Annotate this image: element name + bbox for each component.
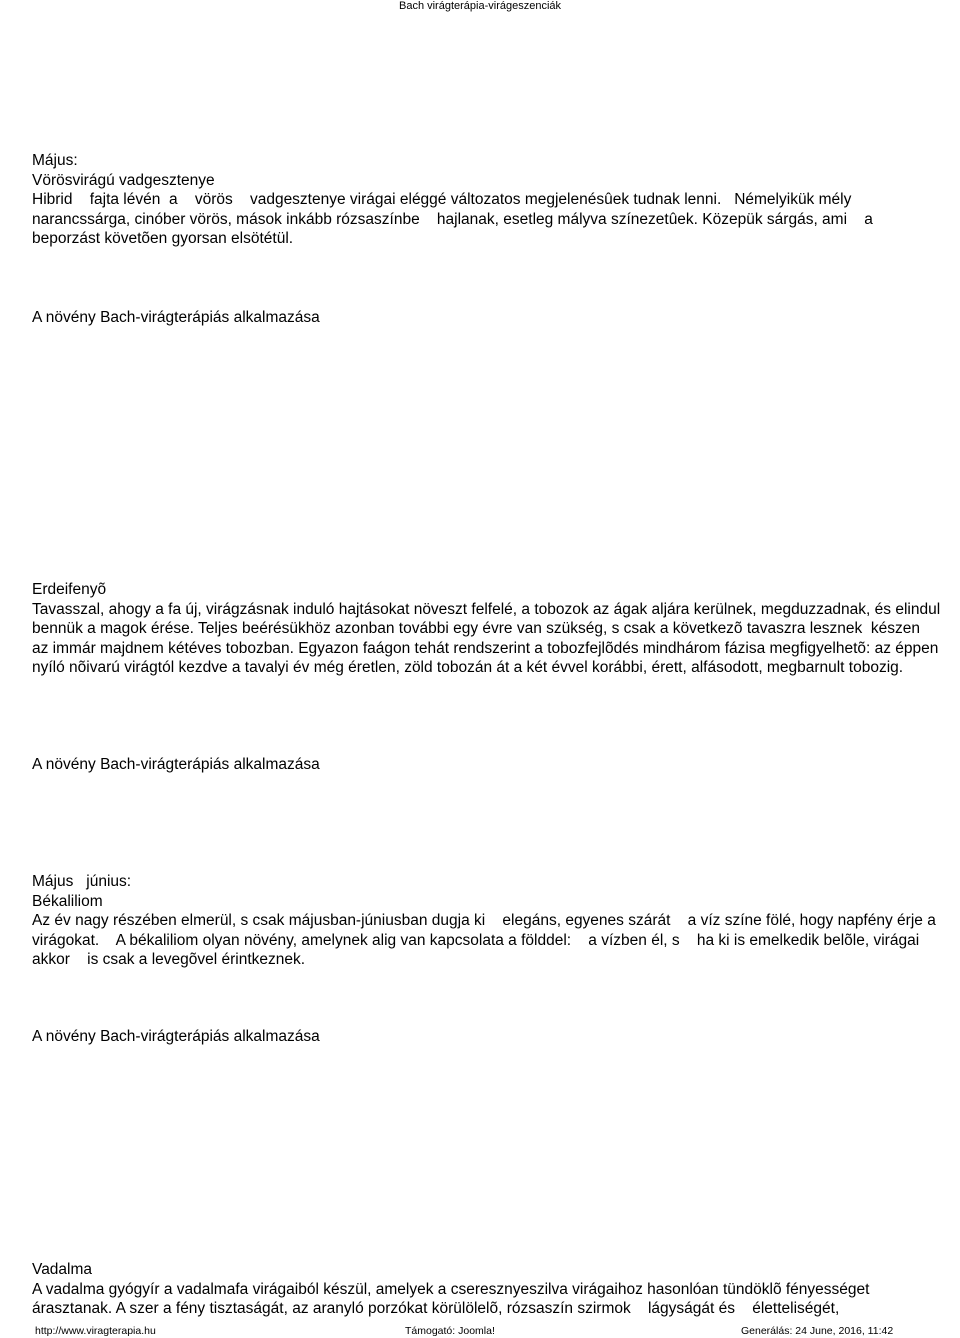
footer-sponsor: Támogató: Joomla! [405,1325,495,1337]
footer-url-link[interactable]: http://www.viragterapia.hu [35,1325,156,1337]
section-voros-vadgesztenye [32,151,944,249]
section-plant-name: Békaliliom [32,892,103,910]
section-description: Tavasszal, ahogy a fa új, virágzásnak induló hajtásokat növeszt felfelé, a tobozok az ágak aljára kerülnek, megduzzadnak, és elindul bennük a magok érése. Teljes beérésükhöz azonban további egy évre van szükség, s csak a következõ tavaszra lesznek készen az immár majdnem kétéves tobozban. Egyazon faágon tehát rendszerint a tobozfejlõdés mindhárom fázisa megfigyelhetõ: az éppen nyíló nõivarú virágtól kezdve a tavalyi év még éretlen, zöld tobozán át a két évvel korábbi, érett, alfásodott, megbarnult tobozig. [32,600,945,676]
page-header-title: Bach virágterápia-virágeszenciák [398,0,562,12]
footer-generated-date: Generálás: 24 June, 2016, 11:42 [741,1325,894,1337]
section-vadalma [32,1260,944,1319]
section-plant-name: Vadalma [32,1261,93,1278]
section-plant-name: Vörösvirágú vadgesztenye [32,171,215,189]
section-description: Hibrid fajta lévén a vörös vadgesztenye virágai eléggé változatos megjelenésûek tudnak lenni. Némelyikük mély narancssárga, cinóber vörös, mások inkább rózsaszínbe hajlanak, esetleg mályva színezetûek. Közepük sárgás, ami a beporzást követõen gyorsan elsötétül. [32,191,878,247]
section-month: Május: [32,152,78,169]
section-bekaliliom [32,872,944,970]
section-application-heading: A növény Bach-virágterápiás alkalmazása [32,1028,320,1045]
section-application-heading: A növény Bach-virágterápiás alkalmazása [32,309,320,326]
section-erdeifenyo [32,580,944,678]
section-description: A vadalma gyógyír a vadalmafa virágaiból készül, amelyek a cseresznyeszilva virágaihoz hasonlóan tündöklõ fényességet árasztanak. A szer a fény tisztaságát, az aranyló porzókat körülölelõ, rózsaszín szirmok lágyságát és életteliségét, [32,1280,874,1317]
section-application-heading: A növény Bach-virágterápiás alkalmazása [32,756,320,773]
page-footer [0,1325,960,1338]
section-description: Az év nagy részében elmerül, s csak májusban-júniusban dugja ki elegáns, egyenes szárát a víz színe fölé, hogy napfény érje a virágokat. A békaliliom olyan növény, amelynek alig van kapcsolata a földdel: a vízben él, s ha ki is emelkedik belõle, virágai akkor is csak a levegõvel érintkeznek. [32,912,941,968]
section-plant-name: Erdeifenyõ [32,581,107,598]
section-month: Május június: [32,873,132,890]
